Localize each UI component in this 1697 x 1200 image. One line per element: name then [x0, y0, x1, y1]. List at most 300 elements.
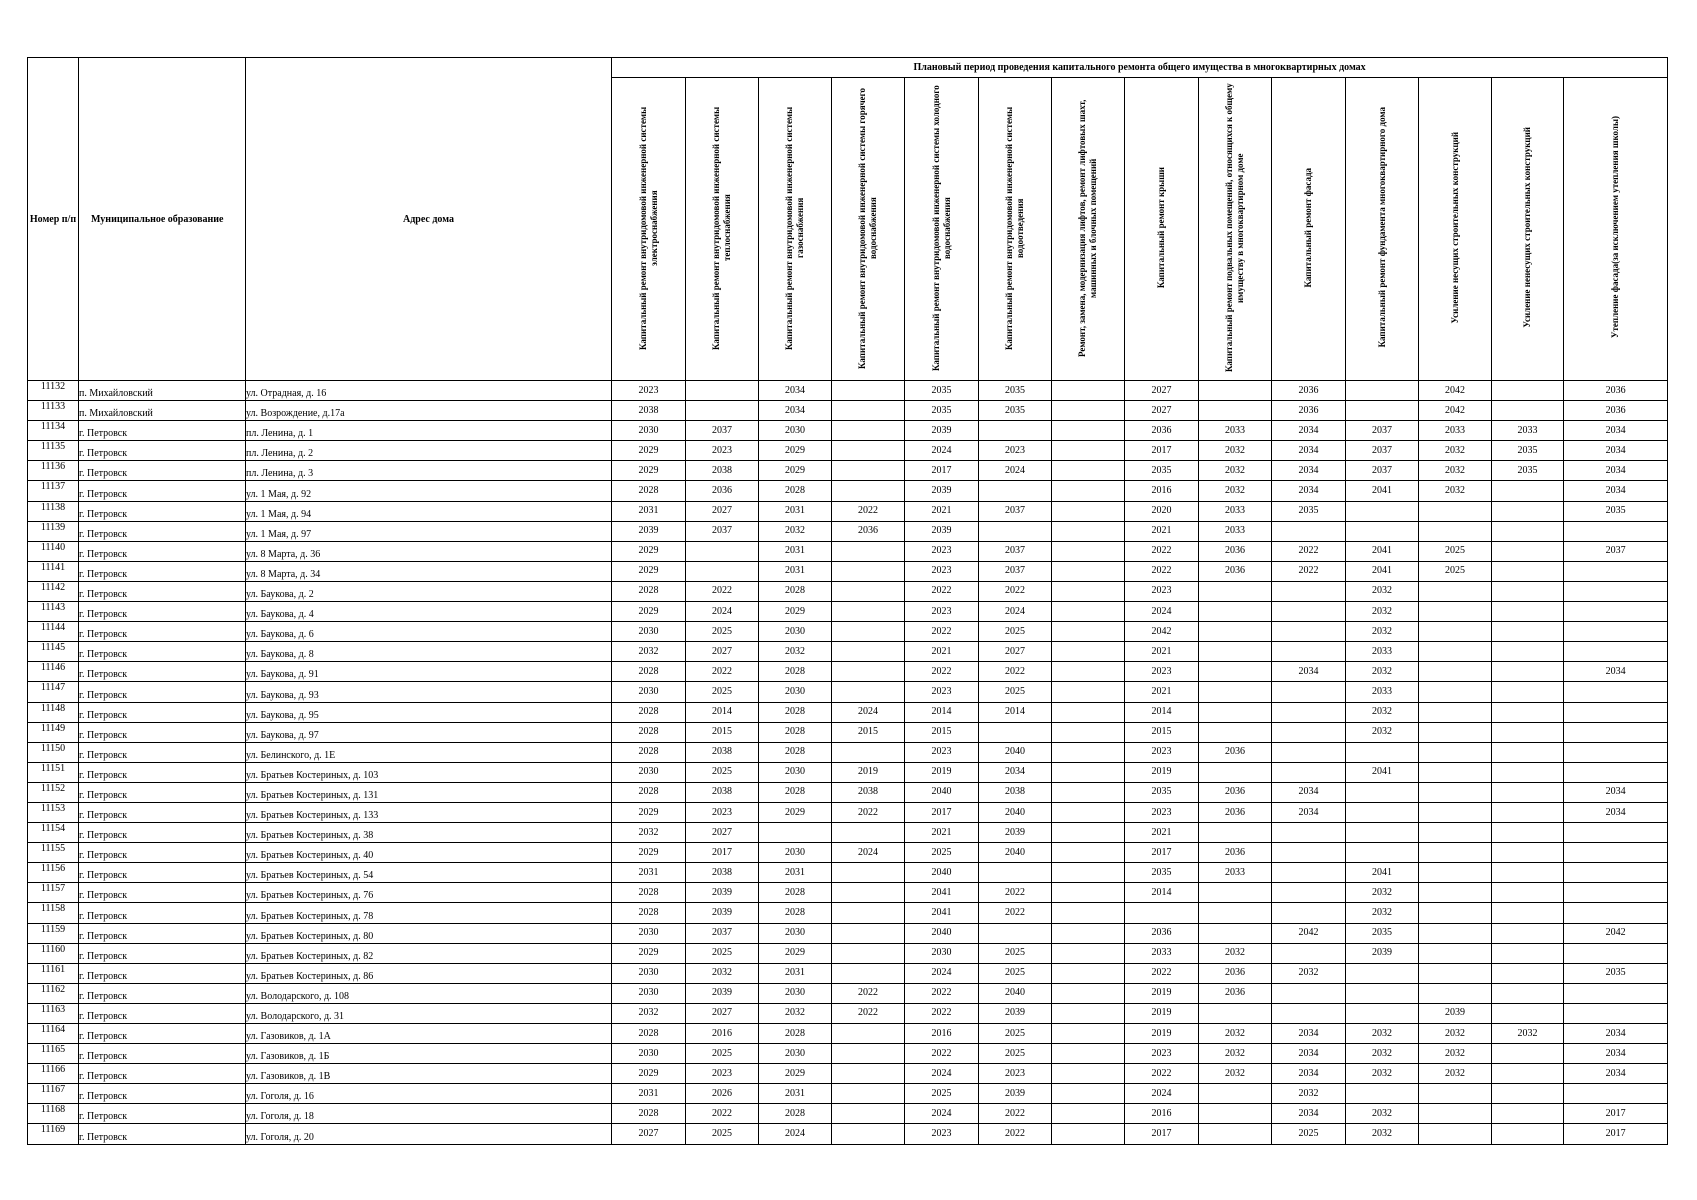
repair-year-cell: [1564, 943, 1668, 963]
repair-year-cell: 2025: [1419, 561, 1492, 581]
repair-year-cell: [832, 1064, 905, 1084]
header-work-type-label: Капитальный ремонт внутридомовой инженерной системы водоотведения: [1004, 105, 1025, 350]
repair-year-cell: 2022: [905, 622, 979, 642]
repair-year-cell: 2024: [979, 461, 1052, 481]
repair-year-cell: 2035: [1272, 501, 1346, 521]
repair-year-cell: [1052, 963, 1125, 983]
repair-year-cell: [1564, 702, 1668, 722]
table-row: [28, 461, 1668, 481]
repair-year-cell: 2025: [979, 963, 1052, 983]
repair-year-cell: 2040: [979, 802, 1052, 822]
header-number: Номер п/п: [28, 58, 79, 381]
repair-year-cell: 2014: [1125, 883, 1199, 903]
municipality-cell: г. Петровск: [79, 581, 246, 601]
row-number: 11155: [28, 843, 79, 863]
repair-year-cell: [1492, 541, 1564, 561]
municipality-cell: г. Петровск: [79, 421, 246, 441]
repair-year-cell: [832, 401, 905, 421]
repair-year-cell: 2032: [1346, 883, 1419, 903]
municipality-cell: г. Петровск: [79, 441, 246, 461]
repair-year-cell: 2015: [832, 722, 905, 742]
repair-year-cell: [1564, 843, 1668, 863]
repair-year-cell: [832, 682, 905, 702]
repair-year-cell: 2021: [905, 501, 979, 521]
repair-year-cell: [1272, 843, 1346, 863]
repair-year-cell: 2032: [1346, 662, 1419, 682]
repair-year-cell: 2041: [1346, 762, 1419, 782]
repair-year-cell: 2024: [759, 1124, 832, 1144]
header-work-type-label: Капитальный ремонт внутридомовой инженерной системы теплоснабжения: [711, 105, 732, 350]
municipality-cell: г. Петровск: [79, 1104, 246, 1124]
repair-year-cell: 2027: [1125, 381, 1199, 401]
repair-year-cell: 2031: [612, 501, 686, 521]
repair-year-cell: 2034: [1564, 662, 1668, 682]
repair-year-cell: 2037: [979, 541, 1052, 561]
repair-year-cell: [1564, 602, 1668, 622]
repair-year-cell: 2034: [1564, 421, 1668, 441]
repair-year-cell: 2030: [759, 682, 832, 702]
repair-year-cell: [1564, 883, 1668, 903]
repair-year-cell: 2021: [1125, 682, 1199, 702]
municipality-cell: г. Петровск: [79, 622, 246, 642]
row-number: 11137: [28, 481, 79, 501]
repair-year-cell: [832, 1104, 905, 1124]
repair-year-cell: 2022: [979, 1124, 1052, 1144]
repair-year-cell: [1492, 622, 1564, 642]
repair-year-cell: [1052, 541, 1125, 561]
municipality-cell: п. Михайловский: [79, 381, 246, 401]
repair-year-cell: [1052, 642, 1125, 662]
repair-year-cell: 2038: [686, 863, 759, 883]
repair-year-cell: 2019: [1125, 1003, 1199, 1023]
repair-year-cell: 2032: [1199, 943, 1272, 963]
address-cell: ул. Баукова, д. 91: [246, 662, 612, 682]
repair-year-cell: 2014: [905, 702, 979, 722]
repair-year-cell: [1346, 1084, 1419, 1104]
repair-year-cell: [1199, 381, 1272, 401]
repair-year-cell: 2034: [1272, 1024, 1346, 1044]
row-number: 11166: [28, 1064, 79, 1084]
address-cell: ул. 8 Марта, д. 34: [246, 561, 612, 581]
repair-year-cell: [1272, 1003, 1346, 1023]
repair-year-cell: 2041: [1346, 481, 1419, 501]
repair-year-cell: [1199, 1104, 1272, 1124]
table-row: [28, 1024, 1668, 1044]
repair-year-cell: 2023: [686, 441, 759, 461]
address-cell: ул. Гоголя, д. 18: [246, 1104, 612, 1124]
repair-year-cell: 2037: [1346, 421, 1419, 441]
repair-year-cell: 2019: [1125, 983, 1199, 1003]
repair-year-cell: [1199, 642, 1272, 662]
address-cell: ул. Братьев Костериных, д. 80: [246, 923, 612, 943]
table-body: [28, 381, 1668, 1145]
repair-year-cell: [1419, 823, 1492, 843]
repair-year-cell: [1272, 702, 1346, 722]
repair-year-cell: 2037: [1346, 461, 1419, 481]
row-number: 11169: [28, 1124, 79, 1144]
repair-year-cell: [1419, 682, 1492, 702]
municipality-cell: г. Петровск: [79, 823, 246, 843]
repair-year-cell: 2030: [612, 963, 686, 983]
repair-year-cell: [1272, 602, 1346, 622]
municipality-cell: г. Петровск: [79, 521, 246, 541]
repair-year-cell: [1052, 722, 1125, 742]
repair-year-cell: [1492, 883, 1564, 903]
municipality-cell: г. Петровск: [79, 541, 246, 561]
repair-year-cell: 2022: [832, 501, 905, 521]
row-number: 11163: [28, 1003, 79, 1023]
repair-year-cell: 2024: [686, 602, 759, 622]
repair-year-cell: [1346, 401, 1419, 421]
address-cell: ул. Володарского, д. 108: [246, 983, 612, 1003]
repair-year-cell: 2040: [979, 742, 1052, 762]
address-cell: ул. Газовиков, д. 1Б: [246, 1044, 612, 1064]
repair-year-cell: [1419, 1104, 1492, 1124]
repair-year-cell: 2032: [1346, 702, 1419, 722]
repair-year-cell: 2024: [979, 602, 1052, 622]
repair-year-cell: [1052, 702, 1125, 722]
repair-year-cell: [1272, 622, 1346, 642]
repair-year-cell: 2039: [686, 983, 759, 1003]
repair-year-cell: [1052, 461, 1125, 481]
repair-year-cell: [1492, 1104, 1564, 1124]
repair-year-cell: [1419, 863, 1492, 883]
table-row: [28, 782, 1668, 802]
repair-year-cell: [1052, 1064, 1125, 1084]
repair-year-cell: 2022: [979, 883, 1052, 903]
repair-year-cell: [1419, 581, 1492, 601]
repair-year-cell: 2039: [612, 521, 686, 541]
repair-year-cell: 2033: [1199, 863, 1272, 883]
repair-year-cell: [1419, 762, 1492, 782]
repair-year-cell: 2022: [979, 1104, 1052, 1124]
table-row: [28, 622, 1668, 642]
repair-year-cell: [1199, 923, 1272, 943]
repair-year-cell: 2030: [759, 843, 832, 863]
repair-year-cell: [1052, 1003, 1125, 1023]
table-row: [28, 602, 1668, 622]
repair-year-cell: 2031: [759, 501, 832, 521]
repair-year-cell: 2022: [1272, 561, 1346, 581]
repair-year-cell: 2035: [979, 381, 1052, 401]
row-number: 11158: [28, 903, 79, 923]
repair-year-cell: [1492, 863, 1564, 883]
repair-year-cell: 2031: [759, 963, 832, 983]
repair-year-cell: [1492, 903, 1564, 923]
row-number: 11149: [28, 722, 79, 742]
header-work-type: [1125, 78, 1199, 381]
repair-year-cell: 2034: [1564, 802, 1668, 822]
repair-year-cell: 2032: [1199, 441, 1272, 461]
repair-year-cell: 2042: [1125, 622, 1199, 642]
repair-year-cell: 2022: [832, 802, 905, 822]
repair-year-cell: [1052, 602, 1125, 622]
municipality-cell: г. Петровск: [79, 561, 246, 581]
address-cell: ул. Братьев Костериных, д. 40: [246, 843, 612, 863]
row-number: 11145: [28, 642, 79, 662]
repair-year-cell: 2032: [612, 823, 686, 843]
repair-year-cell: 2025: [905, 1084, 979, 1104]
repair-year-cell: [1346, 501, 1419, 521]
repair-year-cell: 2014: [686, 702, 759, 722]
repair-year-cell: [1492, 602, 1564, 622]
repair-year-cell: 2034: [1272, 441, 1346, 461]
repair-year-cell: 2017: [1564, 1124, 1668, 1144]
repair-year-cell: 2029: [759, 943, 832, 963]
repair-year-cell: [1199, 1084, 1272, 1104]
row-number: 11154: [28, 823, 79, 843]
repair-year-cell: 2017: [1125, 843, 1199, 863]
repair-year-cell: 2029: [612, 541, 686, 561]
repair-year-cell: 2022: [1125, 1064, 1199, 1084]
header-work-type: [1346, 78, 1419, 381]
repair-year-cell: 2030: [612, 1044, 686, 1064]
header-work-type: [832, 78, 905, 381]
repair-year-cell: 2036: [1564, 381, 1668, 401]
municipality-cell: г. Петровск: [79, 602, 246, 622]
table-row: [28, 521, 1668, 541]
repair-year-cell: 2034: [1564, 1064, 1668, 1084]
row-number: 11142: [28, 581, 79, 601]
table-row: [28, 823, 1668, 843]
repair-year-cell: 2041: [1346, 863, 1419, 883]
repair-year-cell: 2032: [1419, 441, 1492, 461]
repair-year-cell: 2034: [1564, 461, 1668, 481]
repair-year-cell: [1492, 923, 1564, 943]
repair-year-cell: 2021: [1125, 823, 1199, 843]
repair-year-cell: 2033: [1199, 421, 1272, 441]
municipality-cell: г. Петровск: [79, 802, 246, 822]
repair-year-cell: 2024: [905, 1104, 979, 1124]
repair-year-cell: 2023: [905, 541, 979, 561]
repair-year-cell: 2028: [759, 903, 832, 923]
address-cell: ул. Братьев Костериных, д. 131: [246, 782, 612, 802]
repair-year-cell: 2027: [686, 823, 759, 843]
header-work-type: [1199, 78, 1272, 381]
header-work-type-label: Капитальный ремонт фундамента многоквартирного дома: [1376, 107, 1387, 348]
repair-year-cell: [1492, 742, 1564, 762]
municipality-cell: г. Петровск: [79, 883, 246, 903]
repair-year-cell: [832, 642, 905, 662]
repair-year-cell: 2022: [979, 903, 1052, 923]
header-work-type: [1419, 78, 1492, 381]
repair-year-cell: [832, 381, 905, 401]
repair-year-cell: [1346, 802, 1419, 822]
repair-year-cell: [1492, 1084, 1564, 1104]
repair-year-cell: 2041: [905, 903, 979, 923]
repair-year-cell: 2032: [1199, 481, 1272, 501]
repair-year-cell: 2029: [612, 602, 686, 622]
repair-year-cell: [1199, 702, 1272, 722]
repair-year-cell: 2022: [832, 983, 905, 1003]
address-cell: ул. Газовиков, д. 1А: [246, 1024, 612, 1044]
row-number: 11147: [28, 682, 79, 702]
repair-year-cell: 2025: [686, 622, 759, 642]
header-work-type: [1564, 78, 1668, 381]
repair-year-cell: 2038: [979, 782, 1052, 802]
repair-year-cell: 2017: [905, 802, 979, 822]
repair-year-cell: [1492, 702, 1564, 722]
repair-year-cell: [1564, 642, 1668, 662]
repair-year-cell: 2036: [1199, 963, 1272, 983]
repair-year-cell: 2036: [1199, 541, 1272, 561]
repair-year-cell: 2023: [1125, 742, 1199, 762]
repair-year-cell: 2021: [1125, 642, 1199, 662]
table-header: [28, 58, 1668, 381]
header-work-type-label: Ремонт, замена, модернизация лифтов, ремонт лифтовых шахт, машинных и блочных помещений: [1077, 98, 1098, 357]
address-cell: ул. Белинского, д. 1Е: [246, 742, 612, 762]
repair-year-cell: 2038: [612, 401, 686, 421]
repair-year-cell: 2032: [1419, 1064, 1492, 1084]
repair-year-cell: [1272, 883, 1346, 903]
repair-year-cell: 2023: [979, 441, 1052, 461]
repair-year-cell: 2037: [1346, 441, 1419, 461]
municipality-cell: г. Петровск: [79, 742, 246, 762]
repair-year-cell: 2019: [1125, 1024, 1199, 1044]
repair-year-cell: 2029: [612, 441, 686, 461]
repair-year-cell: 2025: [979, 682, 1052, 702]
repair-year-cell: 2027: [612, 1124, 686, 1144]
repair-year-cell: 2034: [979, 762, 1052, 782]
repair-year-cell: [1272, 983, 1346, 1003]
repair-year-cell: [1492, 722, 1564, 742]
repair-year-cell: 2032: [759, 642, 832, 662]
header-address: Адрес дома: [246, 58, 612, 381]
repair-year-cell: 2014: [1125, 702, 1199, 722]
header-work-type-label: Капитальный ремонт крыши: [1156, 166, 1166, 289]
address-cell: ул. Братьев Костериных, д. 76: [246, 883, 612, 903]
repair-year-cell: 2026: [686, 1084, 759, 1104]
repair-year-cell: 2032: [1199, 1044, 1272, 1064]
repair-year-cell: 2033: [1419, 421, 1492, 441]
repair-year-cell: [1052, 441, 1125, 461]
repair-year-cell: [1272, 903, 1346, 923]
repair-year-cell: [1272, 521, 1346, 541]
table-row: [28, 682, 1668, 702]
row-number: 11134: [28, 421, 79, 441]
municipality-cell: г. Петровск: [79, 943, 246, 963]
repair-year-cell: 2022: [905, 581, 979, 601]
municipality-cell: г. Петровск: [79, 481, 246, 501]
table-row: [28, 421, 1668, 441]
row-number: 11167: [28, 1084, 79, 1104]
repair-year-cell: 2036: [1199, 782, 1272, 802]
repair-year-cell: 2019: [1125, 762, 1199, 782]
repair-year-cell: 2027: [686, 1003, 759, 1023]
municipality-cell: г. Петровск: [79, 983, 246, 1003]
repair-year-cell: 2032: [612, 1003, 686, 1023]
header-work-type: [612, 78, 686, 381]
repair-year-cell: [1052, 843, 1125, 863]
repair-year-cell: 2032: [1346, 903, 1419, 923]
repair-year-cell: 2039: [979, 1003, 1052, 1023]
repair-year-cell: 2034: [1272, 481, 1346, 501]
address-cell: ул. Баукова, д. 6: [246, 622, 612, 642]
municipality-cell: г. Петровск: [79, 1003, 246, 1023]
table-row: [28, 581, 1668, 601]
repair-year-cell: [832, 541, 905, 561]
repair-year-cell: 2022: [1272, 541, 1346, 561]
repair-year-cell: 2017: [1564, 1104, 1668, 1124]
repair-year-cell: 2034: [1564, 782, 1668, 802]
table-row: [28, 903, 1668, 923]
repair-year-cell: 2023: [1125, 662, 1199, 682]
repair-year-cell: 2028: [612, 722, 686, 742]
repair-year-cell: 2028: [759, 581, 832, 601]
repair-year-cell: 2030: [612, 983, 686, 1003]
repair-year-cell: [1346, 983, 1419, 1003]
table-row: [28, 943, 1668, 963]
repair-year-cell: [1272, 581, 1346, 601]
repair-year-cell: 2032: [1346, 581, 1419, 601]
repair-year-cell: [1199, 722, 1272, 742]
repair-year-cell: 2030: [612, 923, 686, 943]
repair-year-cell: 2041: [1346, 541, 1419, 561]
repair-year-cell: [1492, 642, 1564, 662]
repair-year-cell: [1272, 742, 1346, 762]
header-work-type: [759, 78, 832, 381]
repair-year-cell: [1419, 802, 1492, 822]
repair-year-cell: [1052, 762, 1125, 782]
repair-year-cell: [1419, 521, 1492, 541]
row-number: 11146: [28, 662, 79, 682]
repair-year-cell: [1564, 983, 1668, 1003]
repair-year-cell: 2036: [1199, 843, 1272, 863]
repair-year-cell: 2035: [905, 381, 979, 401]
repair-year-cell: [1419, 843, 1492, 863]
repair-year-cell: 2032: [1346, 1124, 1419, 1144]
repair-year-cell: 2028: [612, 782, 686, 802]
repair-year-cell: [832, 742, 905, 762]
repair-year-cell: [1052, 1024, 1125, 1044]
repair-year-cell: 2024: [1125, 602, 1199, 622]
repair-year-cell: 2038: [686, 742, 759, 762]
repair-year-cell: [1492, 662, 1564, 682]
repair-year-cell: 2019: [905, 762, 979, 782]
table-row: [28, 381, 1668, 401]
repair-year-cell: 2032: [1346, 1104, 1419, 1124]
repair-year-cell: [1199, 1124, 1272, 1144]
repair-year-cell: 2042: [1272, 923, 1346, 943]
repair-year-cell: 2024: [905, 441, 979, 461]
repair-year-cell: [1052, 1104, 1125, 1124]
repair-year-cell: [979, 923, 1052, 943]
repair-year-cell: 2031: [759, 541, 832, 561]
repair-year-cell: 2032: [1346, 602, 1419, 622]
repair-year-cell: [1199, 903, 1272, 923]
repair-year-cell: [1346, 1003, 1419, 1023]
repair-year-cell: 2032: [686, 963, 759, 983]
repair-year-cell: [979, 521, 1052, 541]
repair-year-cell: 2017: [686, 843, 759, 863]
repair-year-cell: [1199, 602, 1272, 622]
row-number: 11141: [28, 561, 79, 581]
repair-year-cell: [1199, 682, 1272, 702]
repair-year-cell: 2027: [1125, 401, 1199, 421]
address-cell: ул. Братьев Костериных, д. 54: [246, 863, 612, 883]
repair-year-cell: 2033: [1346, 682, 1419, 702]
repair-year-cell: [1564, 903, 1668, 923]
repair-year-cell: 2025: [905, 843, 979, 863]
repair-year-cell: 2017: [905, 461, 979, 481]
repair-year-cell: 2040: [905, 923, 979, 943]
repair-year-cell: 2036: [1199, 561, 1272, 581]
address-cell: пл. Ленина, д. 1: [246, 421, 612, 441]
repair-year-cell: 2039: [1419, 1003, 1492, 1023]
repair-year-cell: [1272, 762, 1346, 782]
repair-year-cell: 2032: [1419, 461, 1492, 481]
repair-year-cell: [1052, 421, 1125, 441]
